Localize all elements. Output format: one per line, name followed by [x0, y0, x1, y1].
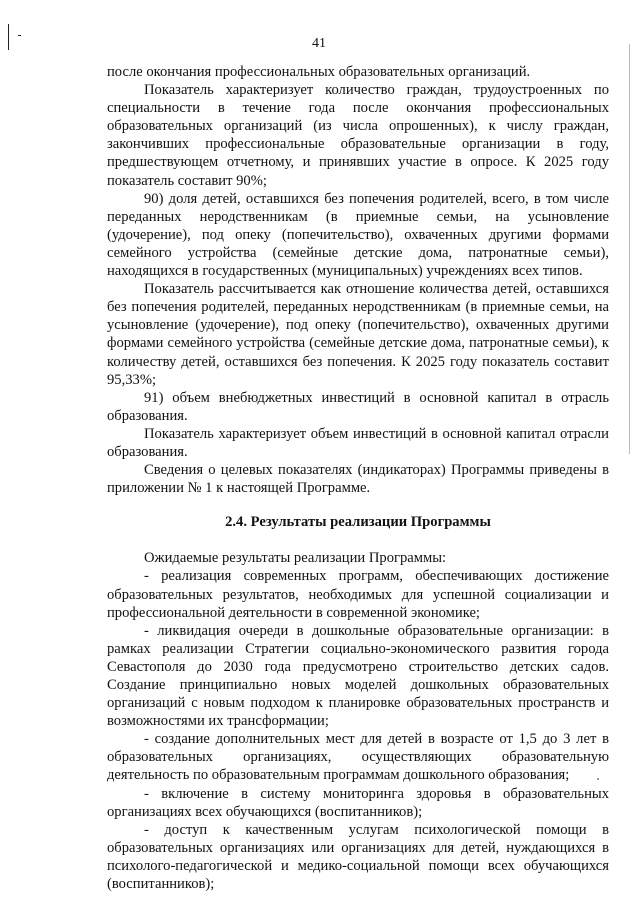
result-item: - включение в систему мониторинга здоровья в образовательных организациях всех обучающихся (воспитанников);: [107, 785, 609, 820]
result-item: - ликвидация очереди в дошкольные образовательные организации: в рамках реализации Стратегии социально-экономического развития города Севастополя до 2030 года предусмотрено строительство детских садов. Создание принципиально новых моделей дошкольных образовательных организаций с новым подходом к планировке образовательных пространств и возможностями их трансформации;: [107, 622, 609, 730]
paragraph: 91) объем внебюджетных инвестиций в основной капитал в отрасль образования.: [107, 389, 609, 424]
result-item: - доступ к качественным услугам психологической помощи в образовательных организациях или организациях для детей, нуждающихся в психолого-педагогической и медико-социальной помощи всех обучающихся (воспитанников);: [107, 821, 609, 893]
section-heading: 2.4. Результаты реализации Программы: [225, 514, 491, 531]
result-item: - реализация современных программ, обеспечивающих достижение образовательных результатов, необходимых для успешной социализации и профессиональной деятельности в современной экономике;: [107, 568, 609, 621]
result-item: - создание дополнительных мест для детей в возрасте от 1,5 до 3 лет в образовательных организациях, осуществляющих образовательную деятельность по образовательным программам дошкольного образования;: [107, 731, 609, 784]
page-number: 41: [312, 36, 326, 51]
results-intro: Ожидаемые результаты реализации Программы:: [144, 550, 447, 567]
paragraph: Показатель характеризует объем инвестиций в основной капитал отрасли образования.: [107, 425, 609, 460]
paragraph: Показатель рассчитывается как отношение количества детей, оставшихся без попечения родителей, переданных неродственникам (в приемные семьи, на усыновление (удочерение), под опеку (попечительство), охваченных другими формами семейного устройства (семейные детские дома, патронатные семьи), к количеству детей, оставшихся без попечения. К 2025 году показатель составит 95,33%;: [107, 281, 609, 388]
paragraph: Сведения о целевых показателях (индикаторах) Программы приведены в приложении № 1 к настоящей Программе.: [107, 462, 609, 497]
paragraph: Показатель характеризует количество граждан, трудоустроенных по специальности в течение года после окончания профессиональных образовательных организаций (из числа опрошенных), к числу граждан, закончивших профессиональные образовательные организации в году, предшествующем отчетному, и принявших участие в опросе. К 2025 году показатель составит 90%;: [107, 82, 609, 189]
body-text: [107, 63, 609, 893]
scan-edge-shadow: [629, 44, 630, 454]
paragraph: после окончания профессиональных образовательных организаций.: [107, 64, 531, 80]
paragraph: 90) доля детей, оставшихся без попечения родителей, всего, в том числе переданных неродственникам (в приемные семьи, на усыновление (удочерение), под опеку (попечительство), охваченных другими формами семейного устройства (семейные детские дома, патронатные семьи), находящихся в государственных (муниципальных) учреждениях всех типов.: [107, 190, 609, 280]
